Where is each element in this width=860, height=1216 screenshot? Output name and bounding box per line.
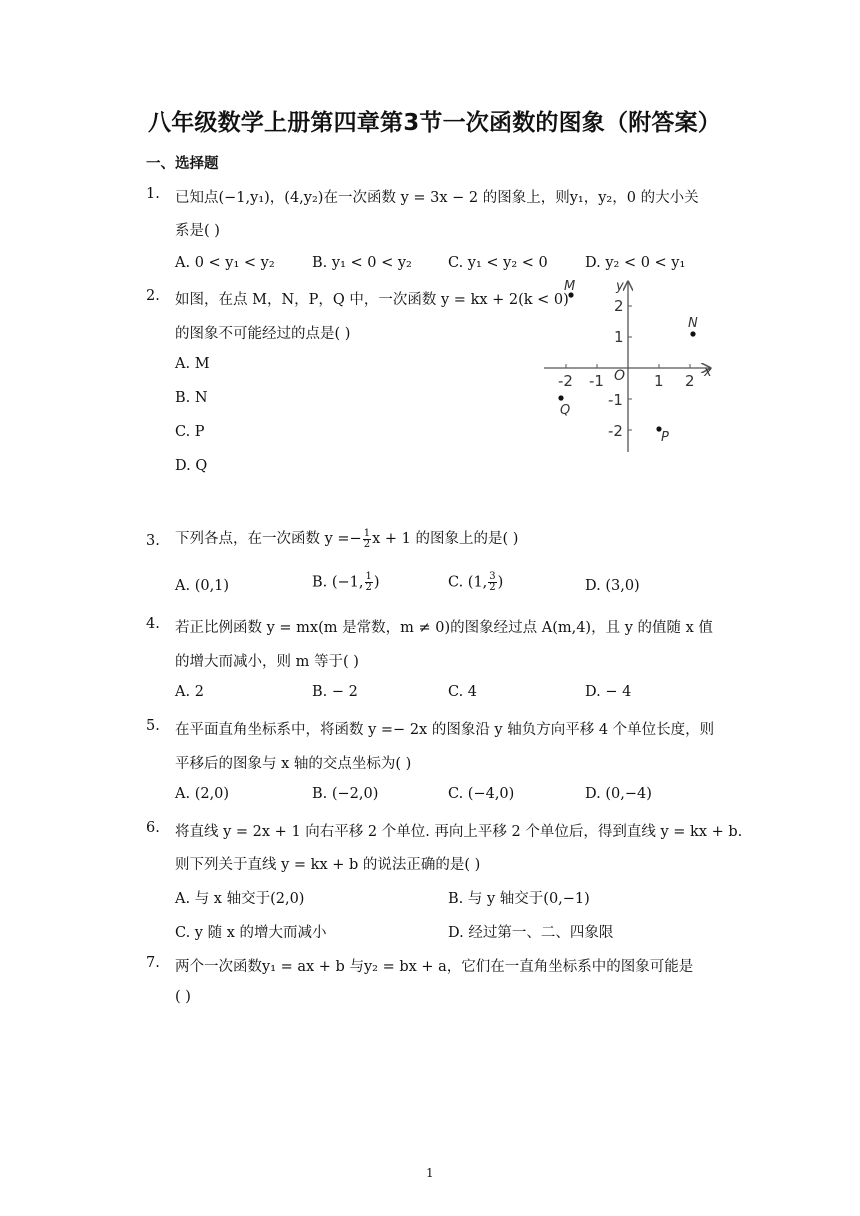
option-b: B. N (175, 390, 208, 406)
option-c: C. (−4,0) (448, 786, 515, 802)
question-number: 7. (146, 955, 160, 971)
question-number: 6. (146, 820, 160, 836)
question-text: ( ) (175, 989, 191, 1005)
point-n-label: N (688, 316, 698, 331)
origin-label: O (614, 368, 626, 384)
option-a: A. M (175, 356, 210, 372)
point-p-label: P (661, 430, 669, 445)
option-d: D. Q (175, 458, 208, 474)
question-text: 系是( ) (175, 223, 220, 239)
option-c: C. y 随 x 的增大而减小 (175, 925, 327, 941)
option-d: D. y₂ < 0 < y₁ (585, 255, 686, 271)
option-c: C. y₁ < y₂ < 0 (448, 255, 548, 271)
point-q-label: Q (560, 403, 571, 418)
question-number: 2. (146, 288, 160, 304)
text-segment: C. (1, (448, 574, 488, 591)
page-title: 八年级数学上册第四章第3节一次函数的图象（附答案） (148, 110, 722, 136)
option-c (448, 572, 503, 593)
text-segment: B. (−1, (312, 574, 364, 591)
question-number: 4. (146, 616, 160, 632)
question-text: 若正比例函数 y = mx(m 是常数，m ≠ 0)的图象经过点 A(m,4)，且 y 的值随 x 值 (175, 620, 713, 636)
denominator: 2 (365, 582, 372, 593)
question-number: 1. (146, 186, 160, 202)
x-tick-label: 1 (654, 372, 664, 390)
section-heading: 一、选择题 (146, 156, 219, 172)
question-text: 如图，在点 M，N，P，Q 中，一次函数 y = kx + 2(k < 0) (175, 292, 569, 308)
fraction (365, 572, 373, 593)
question-number: 5. (146, 718, 160, 734)
numerator: 1 (363, 527, 371, 539)
option-d: D. − 4 (585, 684, 632, 700)
y-tick-label: 2 (614, 297, 624, 315)
numerator: 3 (489, 571, 496, 582)
x-tick-label: -1 (589, 372, 604, 390)
question-text: 将直线 y = 2x + 1 向右平移 2 个单位. 再向上平移 2 个单位后，得到直线 y = kx + b. (175, 824, 743, 840)
denominator: 2 (363, 538, 371, 550)
option-b: B. y₁ < 0 < y₂ (312, 255, 412, 271)
question-text: 则下列关于直线 y = kx + b 的说法正确的是( ) (175, 857, 481, 873)
question-text (175, 527, 518, 550)
option-d: D. (3,0) (585, 578, 640, 594)
fraction (488, 572, 496, 593)
question-text: 平移后的图象与 x 轴的交点坐标为( ) (175, 756, 412, 772)
x-tick-label: 2 (685, 372, 695, 390)
option-d: D. (0,−4) (585, 786, 652, 802)
numerator: 1 (365, 571, 372, 582)
option-d: D. 经过第一、二、四象限 (448, 925, 614, 941)
option-b: B. − 2 (312, 684, 358, 700)
option-a: A. 0 < y₁ < y₂ (175, 255, 275, 271)
point-n (690, 331, 695, 336)
question-text: 已知点(−1,y₁)，(4,y₂)在一次函数 y = 3x − 2 的图象上，则y₁，y₂，0 的大小关 (175, 190, 699, 206)
text-segment: ) (497, 574, 504, 591)
option-a: A. 2 (175, 684, 204, 700)
option-c: C. 4 (448, 684, 478, 700)
y-tick-label: -2 (608, 422, 623, 440)
question-text: 两个一次函数y₁ = ax + b 与y₂ = bx + a，它们在一直角坐标系中的图象可能是 (175, 959, 694, 975)
y-tick-label: -1 (608, 391, 623, 409)
fraction (363, 529, 371, 550)
text-segment: 下列各点，在一次函数 y =− (175, 531, 362, 547)
point-q (558, 395, 563, 400)
option-a: A. 与 x 轴交于(2,0) (175, 891, 305, 907)
option-c: C. P (175, 424, 205, 440)
page-number: 1 (426, 1166, 434, 1180)
question-text: 的增大而减小，则 m 等于( ) (175, 654, 359, 670)
text-segment: x + 1 的图象上的是( ) (372, 531, 519, 547)
option-b (312, 572, 380, 593)
option-a: A. (2,0) (175, 786, 230, 802)
point-m-label: M (564, 279, 576, 294)
x-axis-label: x (704, 365, 712, 380)
question-text: 的图象不可能经过的点是( ) (175, 326, 351, 342)
y-tick-label: 1 (614, 328, 624, 346)
coordinate-figure (540, 276, 720, 454)
x-tick-label: -2 (558, 372, 573, 390)
option-a: A. (0,1) (175, 578, 230, 594)
denominator: 2 (489, 582, 496, 593)
option-b: B. 与 y 轴交于(0,−1) (448, 891, 590, 907)
y-axis-label: y (616, 279, 624, 294)
option-b: B. (−2,0) (312, 786, 379, 802)
question-number: 3. (146, 533, 160, 549)
question-text: 在平面直角坐标系中，将函数 y =− 2x 的图象沿 y 轴负方向平移 4 个单位长度，则 (175, 722, 715, 738)
text-segment: ) (373, 574, 380, 591)
